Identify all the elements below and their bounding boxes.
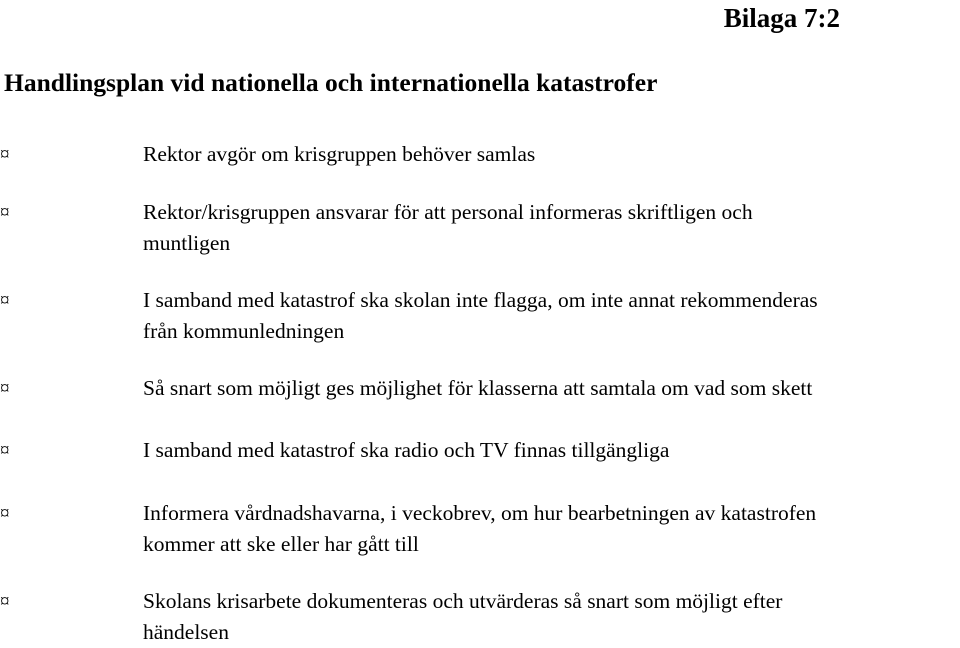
bullet-icon: ¤ — [0, 591, 10, 612]
appendix-label: Bilaga 7:2 — [723, 3, 840, 33]
list-item-text: I samband med katastrof ska skolan inte flagga, om inte annat rekommenderas från kommunledningen — [143, 288, 818, 343]
list-item-text: Rektor avgör om krisgruppen behöver samlas — [143, 142, 536, 166]
bullet-icon: ¤ — [0, 378, 10, 399]
bullet-icon: ¤ — [0, 440, 10, 461]
list-item-text: Så snart som möjligt ges möjlighet för klasserna att samtala om vad som skett — [143, 376, 813, 400]
list-item-text: Rektor/krisgruppen ansvarar för att personal informeras skriftligen och muntligen — [143, 200, 753, 255]
document-title: Handlingsplan vid nationella och internationella katastrofer — [4, 68, 658, 97]
list-item-text: Informera vårdnadshavarna, i veckobrev, om hur bearbetningen av katastrofen kommer att ske eller har gått till — [143, 501, 817, 556]
bullet-icon: ¤ — [0, 202, 10, 223]
bullet-icon: ¤ — [0, 144, 10, 165]
bullet-icon: ¤ — [0, 503, 10, 524]
bullet-icon: ¤ — [0, 290, 10, 311]
list-item-text: Skolans krisarbete dokumenteras och utvärderas så snart som möjligt efter händelsen — [143, 589, 783, 644]
list-item-text: I samband med katastrof ska radio och TV finnas tillgängliga — [143, 438, 670, 462]
